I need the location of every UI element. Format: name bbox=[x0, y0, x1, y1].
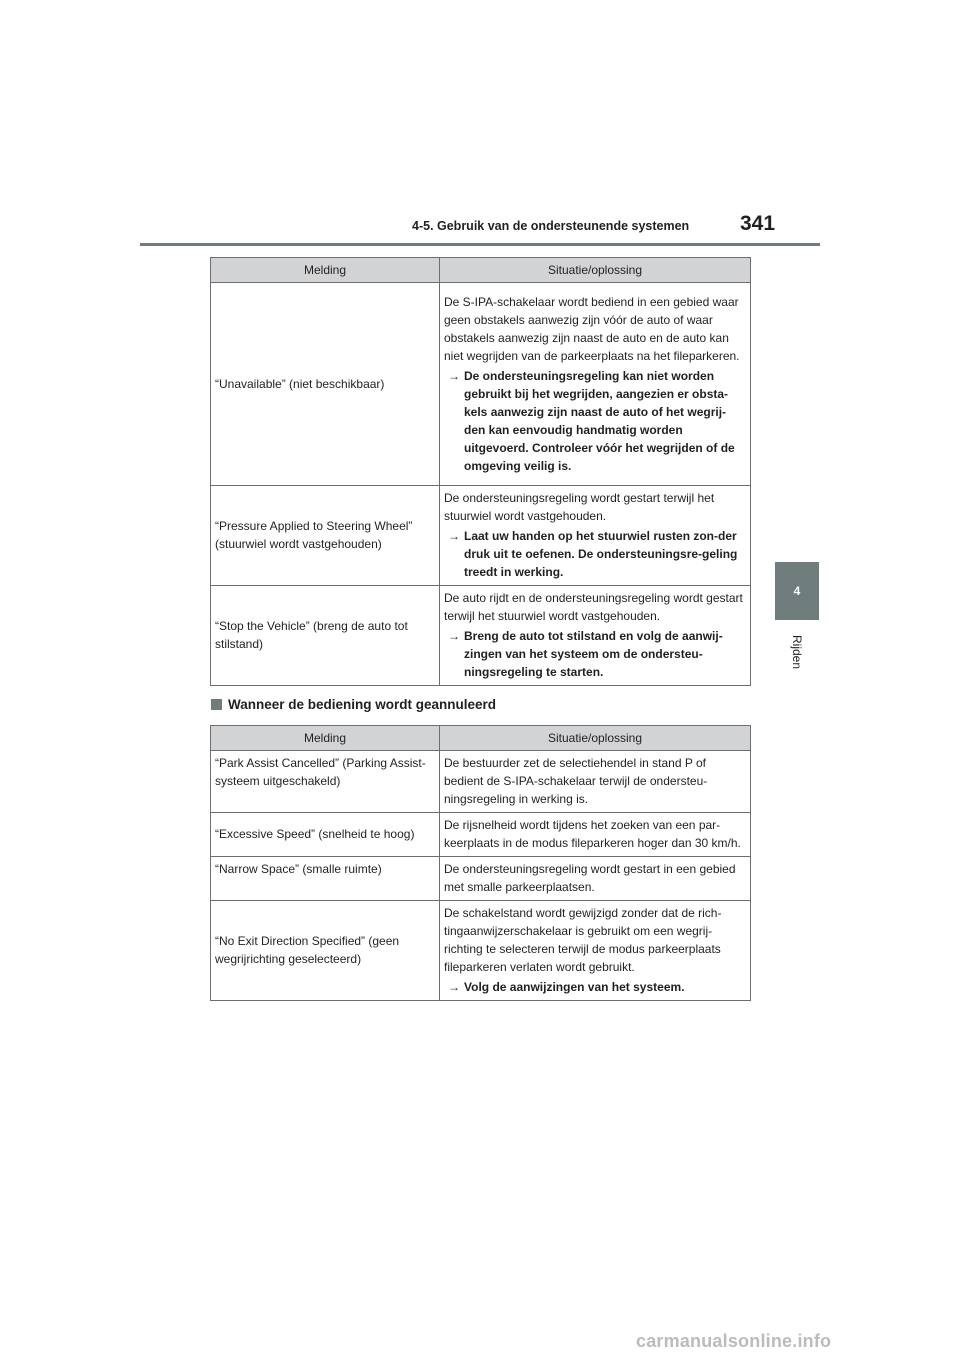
page-header bbox=[140, 0, 820, 248]
resolution bbox=[444, 627, 746, 681]
subheading-text: Wanneer de bediening wordt geannuleerd bbox=[228, 697, 497, 712]
arrow-icon: → bbox=[448, 629, 460, 643]
arrow-icon: → bbox=[448, 368, 460, 383]
table-row bbox=[211, 586, 751, 686]
column-header-situation: Situatie/oplossing bbox=[440, 258, 751, 283]
header-rule bbox=[140, 243, 820, 246]
chapter-tab bbox=[775, 562, 819, 620]
situation-cell: De rijsnelheid wordt tijdens het zoeken van een par-keerplaats in de modus fileparkeren hoger dan 30 km/h. bbox=[440, 813, 751, 857]
chapter-label: Rijden bbox=[790, 634, 804, 670]
table-row bbox=[211, 857, 751, 901]
section-title: 4-5. Gebruik van de ondersteunende systemen bbox=[412, 219, 690, 233]
resolution bbox=[444, 367, 746, 475]
column-header-message: Melding bbox=[211, 726, 440, 751]
situation-text: De ondersteuningsregeling wordt gestart terwijl het stuurwiel wordt vastgehouden. bbox=[444, 491, 715, 523]
table-row bbox=[211, 486, 751, 586]
situation-cell bbox=[440, 586, 751, 686]
chapter-number: 4 bbox=[793, 584, 801, 598]
table-header-row bbox=[211, 726, 751, 751]
resolution-text: Breng de auto tot stilstand en volg de aanwij-zingen van het systeem om de ondersteu-ningsregeling te starten. bbox=[464, 629, 723, 679]
situation-text: De S-IPA-schakelaar wordt bediend in een gebied waar geen obstakels aanwezig zijn vóór de auto of waar obstakels aanwezig zijn naast de auto en de auto kan niet wegrijden van de parkeerplaats na het fileparkeren. bbox=[444, 294, 740, 363]
situation-cell bbox=[440, 901, 751, 1001]
table-header-row bbox=[211, 258, 751, 283]
table-row bbox=[211, 901, 751, 1001]
messages-table-1 bbox=[210, 257, 751, 686]
resolution-text: Laat uw handen op het stuurwiel rusten zon-der druk uit te oefenen. De ondersteuningsre-geling treedt in werking. bbox=[464, 529, 738, 579]
column-header-situation: Situatie/oplossing bbox=[440, 726, 751, 751]
message-cell: “Unavailable” (niet beschikbaar) bbox=[211, 283, 440, 486]
column-header-message: Melding bbox=[211, 258, 440, 283]
subheading bbox=[211, 697, 496, 712]
situation-cell: De bestuurder zet de selectiehendel in stand P of bedient de S-IPA-schakelaar terwijl de ondersteu-ningsregeling in werking is. bbox=[440, 751, 751, 813]
arrow-icon: → bbox=[448, 980, 460, 994]
resolution bbox=[444, 527, 746, 581]
arrow-icon: → bbox=[448, 529, 460, 543]
messages-table-2 bbox=[210, 725, 751, 1001]
message-cell: “Pressure Applied to Steering Wheel” (stuurwiel wordt vastgehouden) bbox=[211, 486, 440, 586]
message-cell: “Stop the Vehicle” (breng de auto tot stilstand) bbox=[211, 586, 440, 686]
situation-text: De schakelstand wordt gewijzigd zonder dat de rich-tingaanwijzerschakelaar is gebruikt om een wegrij-richting te selecteren terwijl de modus parkeerplaats fileparkeren verlaten wordt gebruikt. bbox=[444, 906, 722, 974]
situation-cell bbox=[440, 283, 751, 486]
table-row bbox=[211, 751, 751, 813]
square-bullet-icon bbox=[211, 699, 222, 710]
message-cell: “No Exit Direction Specified” (geen wegrijrichting geselecteerd) bbox=[211, 901, 440, 1001]
situation-cell: De ondersteuningsregeling wordt gestart in een gebied met smalle parkeerplaatsen. bbox=[440, 857, 751, 901]
resolution-text: Volg de aanwijzingen van het systeem. bbox=[464, 980, 685, 994]
resolution bbox=[444, 978, 746, 996]
table-row bbox=[211, 813, 751, 857]
page-number: 341 bbox=[740, 212, 776, 235]
situation-cell bbox=[440, 486, 751, 586]
message-cell: “Narrow Space” (smalle ruimte) bbox=[211, 857, 440, 901]
message-cell: “Excessive Speed” (snelheid te hoog) bbox=[211, 813, 440, 857]
chapter-label-container bbox=[784, 628, 810, 676]
watermark: carmanualsonline.info bbox=[636, 1331, 832, 1351]
table-row bbox=[211, 283, 751, 486]
resolution-text: De ondersteuningsregeling kan niet worden gebruikt bij het wegrijden, aangezien er obsta-kels aanwezig zijn naast de auto of het wegrij-den kan eenvoudig handmatig worden uitgevoerd. Controleer vóór het wegrijden of de omgeving veilig is. bbox=[464, 368, 735, 473]
situation-text: De auto rijdt en de ondersteuningsregeling wordt gestart terwijl het stuurwiel wordt vastgehouden. bbox=[444, 591, 743, 623]
message-cell: “Park Assist Cancelled” (Parking Assist-systeem uitgeschakeld) bbox=[211, 751, 440, 813]
